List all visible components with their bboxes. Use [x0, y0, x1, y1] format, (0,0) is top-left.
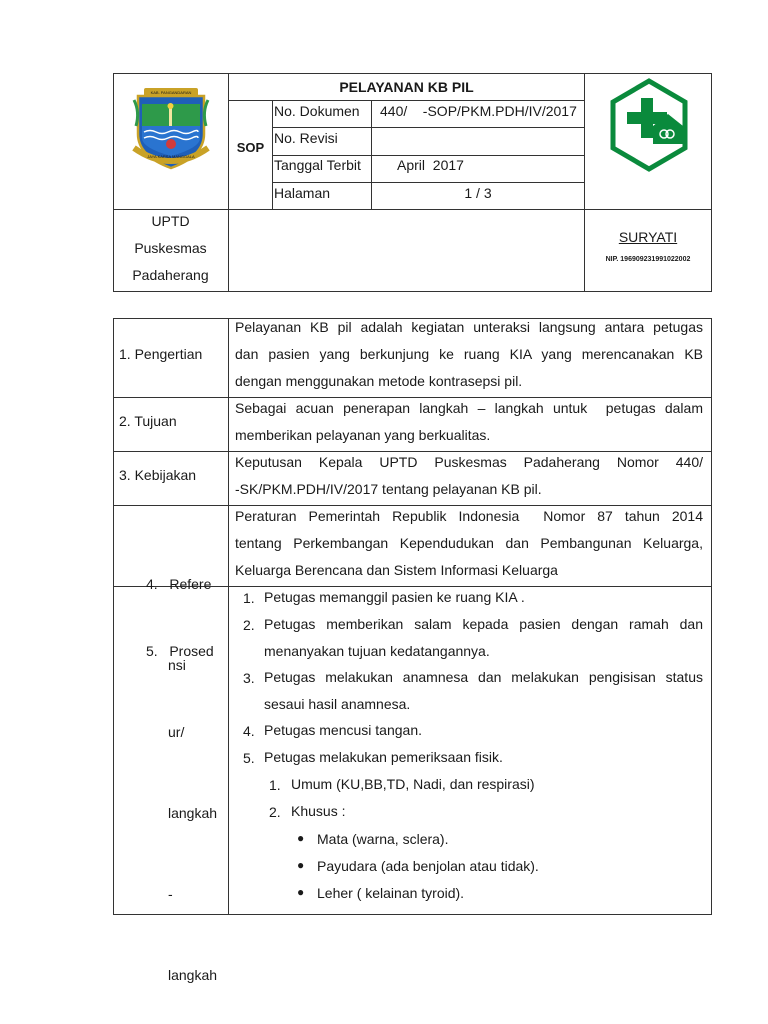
section-label-pengertian: 1. Pengertian [119, 346, 203, 362]
text-line: Pelayanan KB pil adalah kegiatan unteraksi langsung antara petugas [235, 319, 703, 335]
step-number: 2. [243, 617, 255, 633]
bullet-icon: ● [297, 831, 305, 845]
organization-name [113, 208, 228, 289]
field-value-no-dokumen: 440/ -SOP/PKM.PDH/IV/2017 [380, 103, 577, 119]
section-text-pengertian [235, 314, 703, 395]
regency-emblem-icon [130, 82, 212, 172]
section-label-tujuan: 2. Tujuan [119, 413, 177, 429]
section-label-prosedur [146, 584, 217, 1016]
text-line: Peraturan Pemerintah Republik Indonesia Nomor 87 tahun 2014 [235, 508, 703, 524]
step-number: 1. [243, 590, 255, 606]
substep-number: 2. [269, 804, 281, 820]
field-label-no-revisi: No. Revisi [274, 130, 338, 146]
step-text: Petugas melakukan pemeriksaan fisik. [264, 749, 503, 765]
section-label-kebijakan: 3. Kebijakan [119, 467, 197, 483]
section-text-tujuan [235, 395, 703, 449]
label-line: ur/ [168, 724, 185, 740]
signer-name: SURYATI [618, 229, 678, 245]
substep-number: 1. [269, 777, 281, 793]
text-line: Keputusan Kepala UPTD Puskesmas Padaherang Nomor 440/ [235, 454, 703, 470]
org-line: Puskesmas [134, 240, 207, 256]
text-line: dengan menggunakan metode kontrasepsi pil. [235, 373, 523, 389]
org-line: Padaherang [132, 267, 209, 283]
text-line: -SK/PKM.PDH/IV/2017 tentang pelayanan KB pil. [235, 481, 542, 497]
section-text-kebijakan [235, 449, 703, 503]
field-value-halaman: 1 / 3 [464, 185, 492, 201]
text-line: memberikan pelayanan yang berkualitas. [235, 427, 491, 443]
substep-text: Khusus : [291, 803, 346, 819]
substep-text: Umum (KU,BB,TD, Nadi, dan respirasi) [291, 776, 535, 792]
step-text: Petugas memanggil pasien ke ruang KIA . [264, 589, 525, 605]
org-line: UPTD [151, 213, 190, 229]
step-text: sesaui hasil anamnesa. [264, 696, 411, 712]
text-line: Sebagai acuan penerapan langkah – langkah untuk petugas dalam [235, 400, 703, 416]
bullet-text: Mata (warna, sclera). [317, 831, 449, 847]
label-line: 5. Prosed [146, 643, 214, 659]
signer-nip: NIP. 196909231991022002 [605, 256, 691, 263]
section-text-referensi [235, 503, 703, 584]
field-label-no-dokumen: No. Dokumen [274, 103, 360, 119]
step-text: Petugas mencusi tangan. [264, 722, 422, 738]
text-line: dan pasien yang berkunjung ke ruang KIA yang merencanakan KB [235, 346, 703, 362]
bullet-text: Payudara (ada benjolan atau tidak). [317, 858, 539, 874]
step-text: menanyakan tujuan kedatangannya. [264, 643, 490, 659]
text-line: Keluarga Berencana dan Sistem Informasi Keluarga [235, 562, 558, 578]
label-line: nsi [168, 657, 186, 673]
label-line: langkah [168, 805, 218, 821]
field-label-tanggal-terbit: Tanggal Terbit [274, 157, 361, 173]
emblem-top-text: KAB. PANGANDARAN [150, 90, 192, 95]
label-line: langkah [168, 967, 218, 983]
emblem-bottom-text: JAYA KARSA MANGGALA [147, 154, 195, 159]
label-line: - [168, 886, 173, 902]
document-title: PELAYANAN KB PIL [339, 79, 474, 95]
bullet-icon: ● [297, 858, 305, 872]
step-text: Petugas memberikan salam kepada pasien dengan ramah dan [264, 616, 703, 632]
field-label-halaman: Halaman [274, 185, 331, 201]
bullet-text: Leher ( kelainan tyroid). [317, 885, 465, 901]
bullet-icon: ● [297, 885, 305, 899]
puskesmas-logo-icon [608, 78, 690, 172]
step-number: 4. [243, 723, 255, 739]
field-value-tanggal-terbit: April 2017 [397, 157, 464, 173]
label-line: 4. Refere [146, 576, 212, 592]
text-line: tentang Perkembangan Kependudukan dan Pembangunan Keluarga, [235, 535, 703, 551]
step-text: Petugas melakukan anamnesa dan melakukan pengisisan status [264, 669, 703, 685]
step-number: 5. [243, 750, 255, 766]
step-number: 3. [243, 670, 255, 686]
sop-label: SOP [236, 140, 265, 155]
